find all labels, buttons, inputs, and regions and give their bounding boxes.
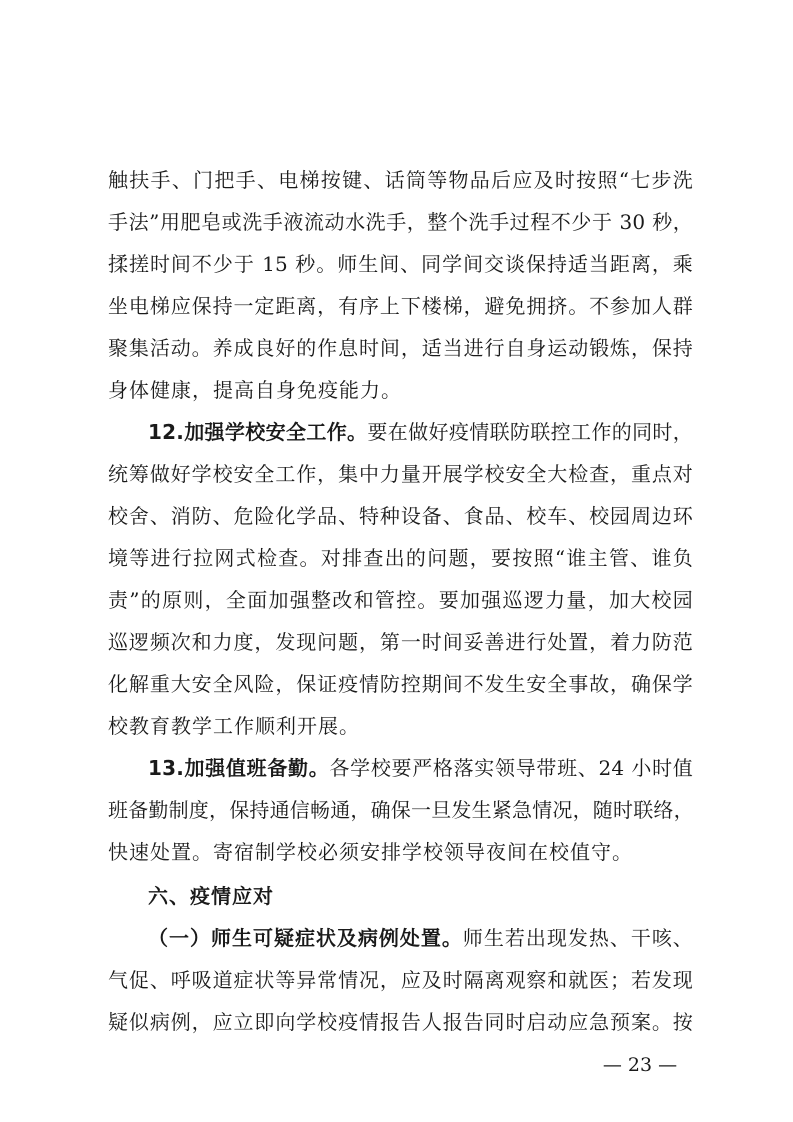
item-13-first-line: [148, 748, 693, 788]
item-12-title: 12.加强学校安全工作。: [148, 420, 368, 444]
subsection-1-first-line: [148, 918, 693, 958]
text-line: 气促、呼吸道症状等异常情况，应及时隔离观察和就医；若发现: [108, 968, 693, 992]
text-line: 统筹做好学校安全工作，集中力量开展学校安全大检查，重点对: [108, 462, 693, 486]
item-12-first-line-text: 要在做好疫情联防联控工作的同时，: [367, 420, 693, 444]
text-line: 校教育教学工作顺利开展。: [108, 714, 360, 738]
text-line: 揉搓时间不少于 15 秒。师生间、同学间交谈保持适当距离，乘: [108, 252, 693, 276]
text-line: 坐电梯应保持一定距离，有序上下楼梯，避免拥挤。不参加人群: [108, 294, 693, 318]
text-line: 境等进行拉网式检查。对排查出的问题，要按照“谁主管、谁负: [108, 546, 693, 570]
subsection-1-first-line-text: 师生若出现发热、干咳、: [462, 926, 694, 950]
item-13-title: 13.加强值班备勤。: [148, 756, 330, 780]
text-line: 疑似病例，应立即向学校疫情报告人报告同时启动应急预案。按: [108, 1010, 693, 1034]
section-heading: 六、疫情应对: [148, 884, 274, 908]
text-line: 聚集活动。养成良好的作息时间，适当进行自身运动锻炼，保持: [108, 336, 693, 360]
text-line: 手法”用肥皂或洗手液流动水洗手，整个洗手过程不少于 30 秒，: [108, 210, 693, 234]
text-line: 责”的原则，全面加强整改和管控。要加强巡逻力量，加大校园: [108, 588, 693, 612]
text-line: 巡逻频次和力度，发现问题，第一时间妥善进行处置，着力防范: [108, 630, 693, 654]
item-13-first-line-text: 各学校要严格落实领导带班、24 小时值: [329, 756, 693, 780]
page-number: — 23 —: [602, 1054, 678, 1076]
text-line: 校舍、消防、危险化学品、特种设备、食品、校车、校园周边环: [108, 504, 693, 528]
text-line: 触扶手、门把手、电梯按键、话筒等物品后应及时按照“七步洗: [108, 168, 693, 192]
text-line: 身体健康，提高自身免疫能力。: [108, 378, 402, 402]
subsection-1-title: （一）师生可疑症状及病例处置。: [148, 926, 463, 950]
item-12-first-line: [148, 412, 693, 452]
text-line: 班备勤制度，保持通信畅通，确保一旦发生紧急情况，随时联络，: [108, 798, 694, 822]
text-line: 化解重大安全风险，保证疫情防控期间不发生安全事故，确保学: [108, 672, 693, 696]
text-line: 快速处置。寄宿制学校必须安排学校领导夜间在校值守。: [108, 840, 633, 864]
